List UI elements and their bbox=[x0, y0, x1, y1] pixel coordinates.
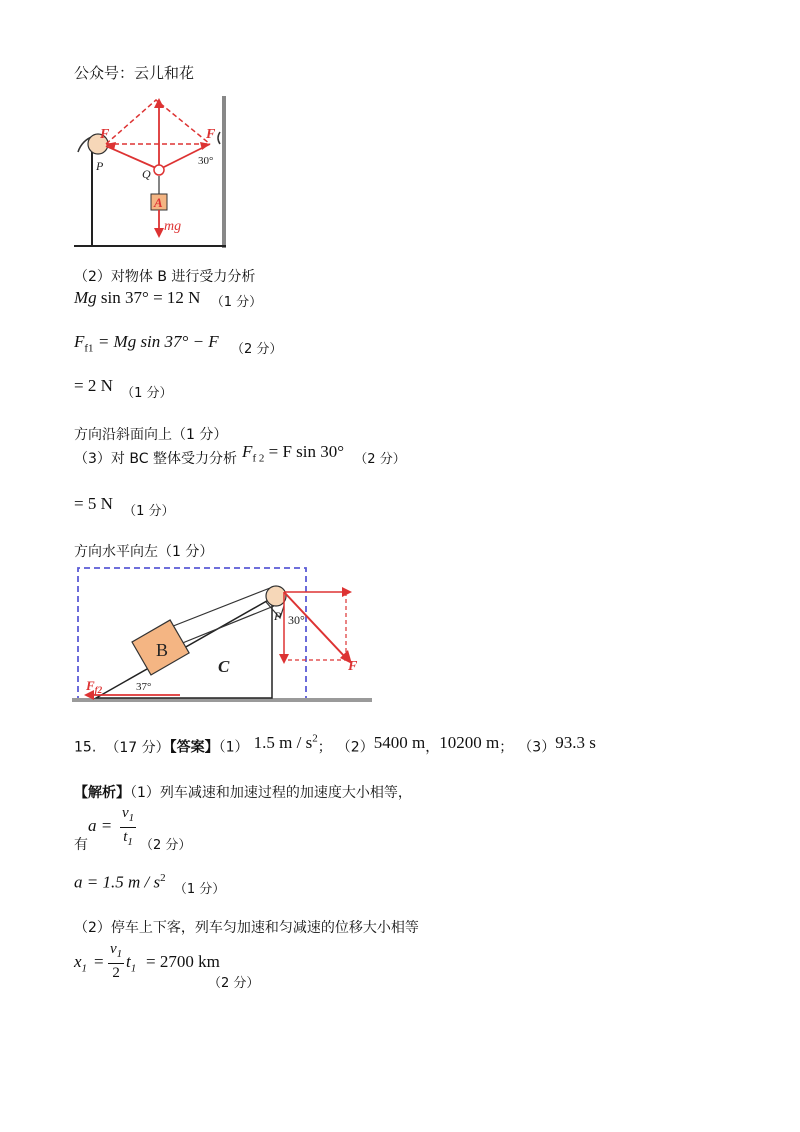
incline-force-diagram bbox=[70, 562, 380, 712]
label-p: P bbox=[96, 159, 104, 173]
analysis-eq-x: $x_1$ = $\frac{v_1}{2}$ $t_1$ = 2700 km （2 分） bbox=[74, 941, 260, 991]
label-b: B bbox=[156, 640, 169, 660]
analysis-line1: 【解析】（1）列车减速和加速过程的加速度大小相等， bbox=[74, 785, 412, 801]
part3-line: （3）对 BC 整体受力分析 $F_{f 2} = F$ sin 30° （2 分） bbox=[74, 442, 406, 467]
label-ff2: $F_{f2}$ bbox=[86, 678, 103, 695]
part3-direction: 方向水平向左（1 分） bbox=[74, 544, 214, 560]
part2-eq2: $F_{f1} = Mg$ sin 37° − F $_{(2 分)}$ bbox=[74, 332, 283, 357]
label-angle-30-b: 30° bbox=[288, 613, 305, 627]
analysis-eq-a-value: a = 1.5 m / $s^2$ $_{(1 分)}$ bbox=[74, 872, 226, 897]
label-c: C bbox=[218, 657, 230, 676]
label-f2: F bbox=[348, 659, 358, 674]
label-a: A bbox=[154, 195, 163, 210]
label-angle-37: 37° bbox=[136, 681, 152, 693]
pulley-p2 bbox=[266, 586, 286, 606]
pulley-force-diagram bbox=[70, 92, 240, 252]
label-f-right: F bbox=[206, 127, 216, 142]
label-q: Q bbox=[142, 167, 151, 181]
part3-eq2: = 5 N $_{(1 分)}$ bbox=[74, 494, 175, 519]
label-p2: P bbox=[274, 609, 282, 623]
label-angle-30: 30° bbox=[198, 155, 214, 167]
ring-q bbox=[154, 165, 164, 175]
analysis-line2: （2）停车上下客，列车匀加速和匀减速的位移大小相等 bbox=[74, 920, 419, 936]
part2-direction: 方向沿斜面向上（1 分） bbox=[74, 427, 228, 443]
account-header: 公众号：云儿和花 bbox=[74, 64, 195, 82]
part2-heading: （2）对物体 B 进行受力分析 bbox=[74, 269, 256, 285]
part2-eq1: Mg sin 37° = 12 N （1 分） bbox=[74, 288, 263, 310]
part2-eq3: = 2 N $_{(1 分)}$ bbox=[74, 376, 173, 401]
label-f-left: F bbox=[100, 127, 110, 142]
label-mg: mg bbox=[164, 219, 182, 234]
q15-answer-line: 15. （17 分）【答案】（1） 1.5 m / $s^2$； （2）5400 m，10200 m； （3）93.3 s bbox=[74, 732, 596, 756]
